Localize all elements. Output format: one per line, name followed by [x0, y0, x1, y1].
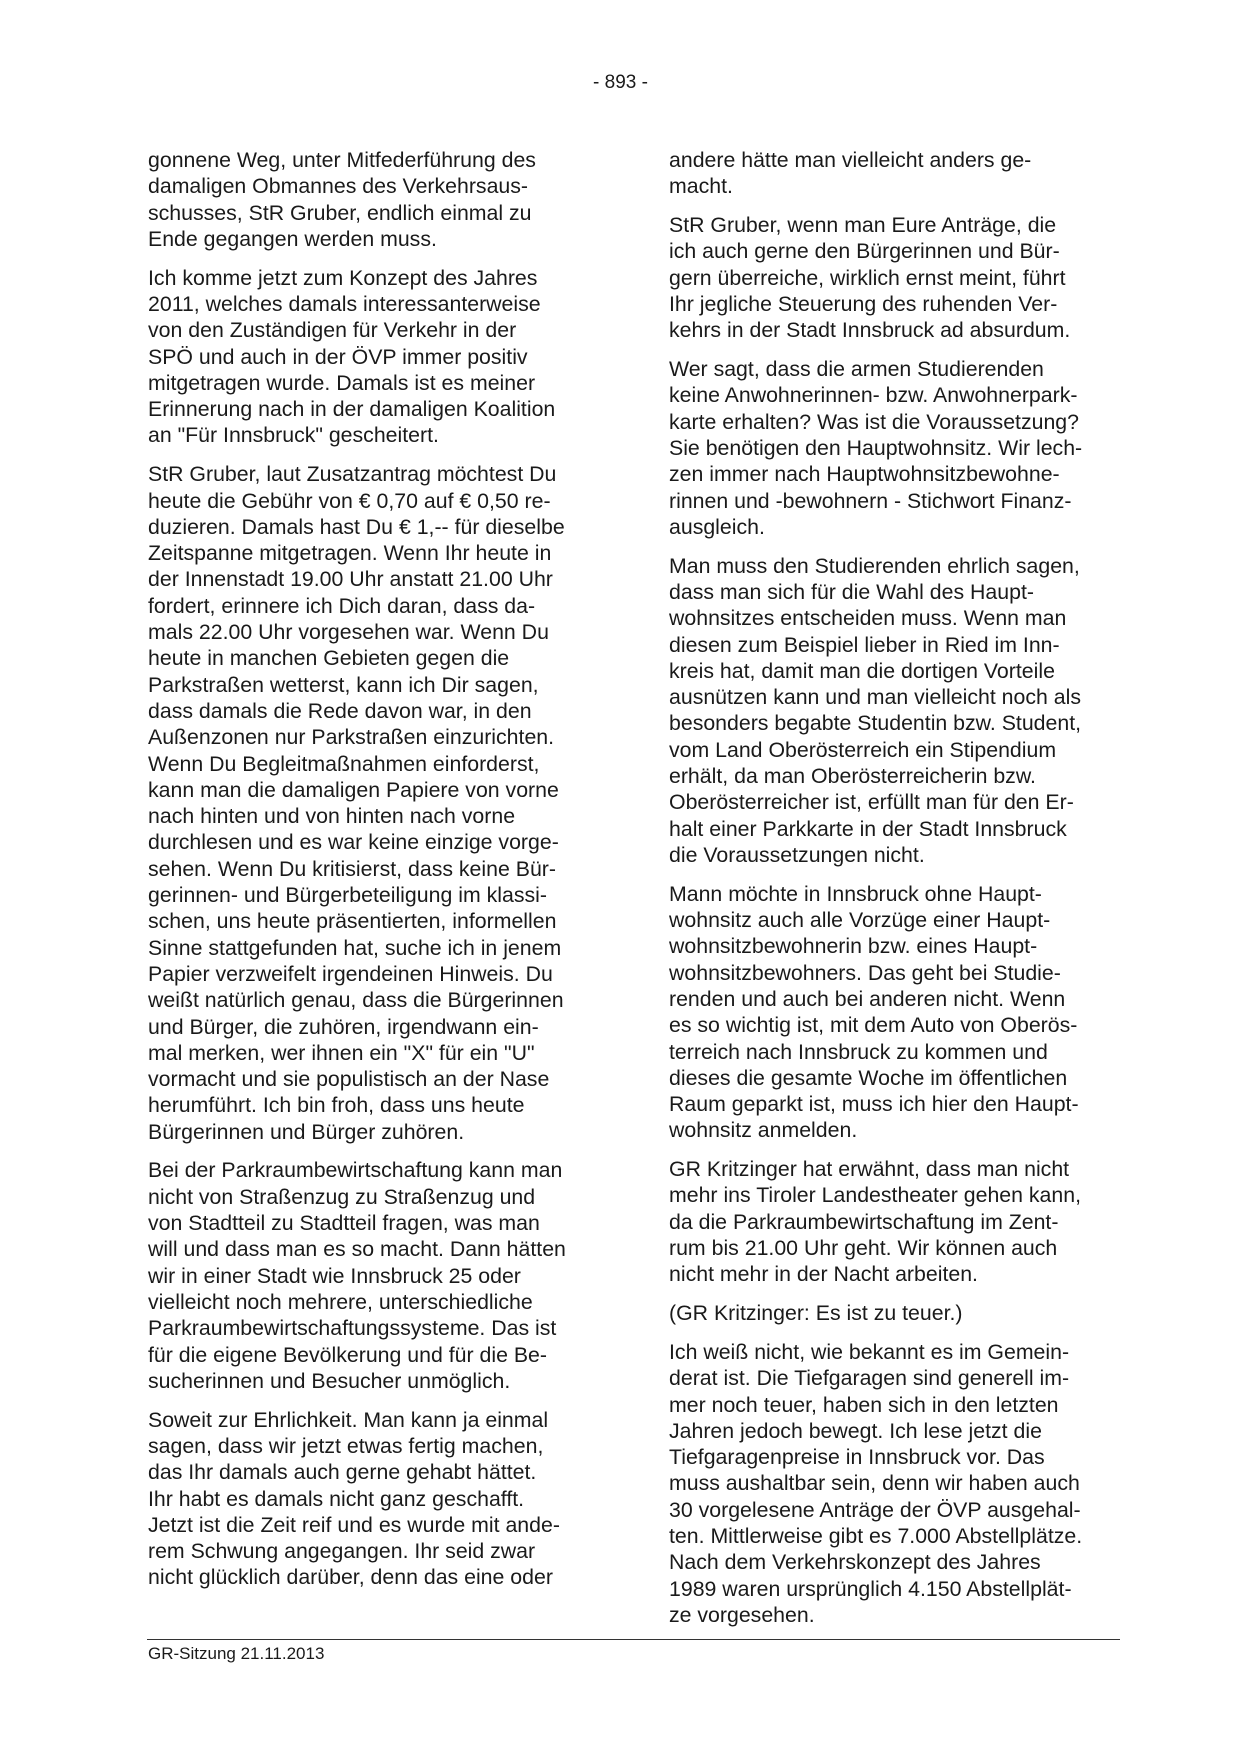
- paragraph: [148, 1407, 608, 1591]
- text-line: Parkraumbewirtschaftungssysteme. Das ist: [148, 1316, 557, 1341]
- text-line: andere hätte man vielleicht anders ge-: [669, 148, 1032, 172]
- text-line: Raum geparkt ist, muss ich hier den Haupt-: [669, 1092, 1079, 1117]
- text-line: Parkstraßen wetterst, kann ich Dir sagen,: [148, 672, 539, 697]
- text-line: Mann möchte in Innsbruck ohne Haupt-: [669, 881, 1042, 906]
- text-line: dass damals die Rede davon war, in den: [148, 698, 532, 723]
- text-line: StR Gruber, wenn man Eure Anträge, die: [669, 213, 1057, 238]
- footer-session-date: GR-Sitzung 21.11.2013: [148, 1644, 325, 1663]
- footer-divider: [147, 1639, 1120, 1640]
- text-line: Papier verzweifelt irgendeinen Hinweis. Du: [148, 961, 553, 986]
- text-line: keine Anwohnerinnen- bzw. Anwohnerpark-: [669, 383, 1078, 408]
- text-line: Ihr habt es damals nicht ganz geschafft.: [148, 1486, 525, 1511]
- page-number: - 893 -: [593, 72, 648, 93]
- text-line: GR Kritzinger hat erwähnt, dass man nicht: [669, 1157, 1070, 1182]
- text-line: der Innenstadt 19.00 Uhr anstatt 21.00 Uhr: [148, 567, 553, 592]
- paragraph: [669, 1339, 1129, 1628]
- text-line: wohnsitz anmelden.: [669, 1118, 858, 1143]
- paragraph: [669, 1156, 1129, 1287]
- text-line: an "Für Innsbruck" gescheitert.: [148, 423, 439, 448]
- paragraph: [669, 356, 1129, 540]
- text-line: 30 vorgelesene Anträge der ÖVP ausgehal-: [669, 1497, 1081, 1522]
- text-line: zen immer nach Hauptwohnsitzbewohne-: [669, 462, 1060, 487]
- text-line: duzieren. Damals hast Du € 1,-- für dieselbe: [148, 514, 565, 539]
- text-line: (GR Kritzinger: Es ist zu teuer.): [669, 1301, 963, 1326]
- text-line: ten. Mittlerweise gibt es 7.000 Abstellplätze.: [669, 1524, 1083, 1549]
- paragraph: [669, 1300, 1129, 1326]
- text-line: wohnsitzbewohnerin bzw. eines Haupt-: [669, 934, 1038, 959]
- text-line: besonders begabte Studentin bzw. Student,: [669, 711, 1082, 736]
- text-line: das Ihr damals auch gerne gehabt hättet.: [148, 1460, 537, 1485]
- text-line: kann man die damaligen Papiere von vorne: [148, 777, 559, 802]
- text-line: erhält, da man Oberösterreicherin bzw.: [669, 764, 1036, 789]
- text-line: nicht glücklich darüber, denn das eine oder: [148, 1565, 553, 1590]
- text-line: macht.: [669, 174, 733, 199]
- text-line: Erinnerung nach in der damaligen Koalition: [148, 397, 556, 422]
- left-column: [148, 147, 608, 1603]
- paragraph: [669, 147, 1129, 200]
- right-column: [669, 147, 1129, 1641]
- text-line: Außenzonen nur Parkstraßen einzurichten.: [148, 725, 555, 750]
- paragraph: [148, 265, 608, 449]
- text-line: Jahren jedoch bewegt. Ich lese jetzt die: [669, 1418, 1042, 1443]
- text-line: ausgleich.: [669, 514, 765, 539]
- text-line: mals 22.00 Uhr vorgesehen war. Wenn Du: [148, 620, 549, 645]
- text-line: gern überreiche, wirklich ernst meint, führt: [669, 265, 1066, 290]
- text-line: mehr ins Tiroler Landestheater gehen kann,: [669, 1183, 1081, 1208]
- text-line: vielleicht noch mehrere, unterschiedliche: [148, 1289, 533, 1314]
- text-line: Man muss den Studierenden ehrlich sagen,: [669, 553, 1080, 578]
- text-line: Jetzt ist die Zeit reif und es wurde mit ande-: [148, 1512, 560, 1537]
- text-line: schusses, StR Gruber, endlich einmal zu: [148, 200, 532, 225]
- text-line: nicht mehr in der Nacht arbeiten.: [669, 1262, 978, 1287]
- text-line: rem Schwung angegangen. Ihr seid zwar: [148, 1539, 536, 1564]
- paragraph: [669, 553, 1129, 869]
- text-line: vom Land Oberösterreich ein Stipendium: [669, 737, 1057, 762]
- paragraph: [148, 147, 608, 252]
- text-line: Wenn Du Begleitmaßnahmen einforderst,: [148, 751, 540, 776]
- text-line: StR Gruber, laut Zusatzantrag möchtest Du: [148, 462, 557, 487]
- text-line: wohnsitz auch alle Vorzüge einer Haupt-: [669, 908, 1051, 933]
- text-line: Nach dem Verkehrskonzept des Jahres: [669, 1550, 1041, 1575]
- text-line: will und dass man es so macht. Dann hätten: [148, 1237, 566, 1262]
- text-line: die Voraussetzungen nicht.: [669, 842, 925, 867]
- text-line: SPÖ und auch in der ÖVP immer positiv: [148, 344, 528, 369]
- text-line: ich auch gerne den Bürgerinnen und Bür-: [669, 239, 1060, 264]
- text-line: herumführt. Ich bin froh, dass uns heute: [148, 1093, 525, 1118]
- text-line: Oberösterreicher ist, erfüllt man für den Er-: [669, 790, 1074, 815]
- text-line: 2011, welches damals interessanterweise: [148, 291, 541, 316]
- text-line: diesen zum Beispiel lieber in Ried im Inn-: [669, 632, 1060, 657]
- text-line: heute in manchen Gebieten gegen die: [148, 646, 510, 671]
- text-line: wir in einer Stadt wie Innsbruck 25 oder: [148, 1263, 521, 1288]
- text-line: Tiefgaragenpreise in Innsbruck vor. Das: [669, 1445, 1045, 1470]
- text-line: muss aushaltbar sein, denn wir haben auch: [669, 1471, 1080, 1496]
- text-line: von Stadtteil zu Stadtteil fragen, was man: [148, 1211, 540, 1236]
- text-line: nach hinten und von hinten nach vorne: [148, 804, 516, 829]
- text-line: Ich weiß nicht, wie bekannt es im Gemein-: [669, 1339, 1070, 1364]
- text-line: Sinne stattgefunden hat, suche ich in jenem: [148, 935, 562, 960]
- text-line: sehen. Wenn Du kritisierst, dass keine Bür-: [148, 856, 556, 881]
- text-line: rinnen und -bewohnern - Stichwort Finanz-: [669, 488, 1072, 513]
- text-line: da die Parkraumbewirtschaftung im Zent-: [669, 1209, 1059, 1234]
- text-line: karte erhalten? Was ist die Voraussetzung?: [669, 409, 1079, 434]
- text-line: sagen, dass wir jetzt etwas fertig machen,: [148, 1433, 544, 1458]
- text-line: terreich nach Innsbruck zu kommen und: [669, 1039, 1048, 1064]
- text-line: ze vorgesehen.: [669, 1602, 815, 1627]
- text-line: Zeitspanne mitgetragen. Wenn Ihr heute in: [148, 541, 552, 566]
- text-line: Ihr jegliche Steuerung des ruhenden Ver-: [669, 291, 1058, 316]
- text-line: halt einer Parkkarte in der Stadt Innsbruck: [669, 816, 1067, 841]
- text-line: ausnützen kann und man vielleicht noch als: [669, 685, 1082, 710]
- text-line: gonnene Weg, unter Mitfederführung des: [148, 148, 536, 172]
- text-line: wohnsitzbewohners. Das geht bei Studie-: [669, 960, 1061, 985]
- text-line: mal merken, wer ihnen ein "X" für ein "U": [148, 1040, 535, 1065]
- paragraph: [669, 881, 1129, 1144]
- text-line: derat ist. Die Tiefgaragen sind generell im-: [669, 1366, 1070, 1391]
- text-line: kehrs in der Stadt Innsbruck ad absurdum.: [669, 318, 1071, 343]
- paragraph: [669, 212, 1129, 343]
- text-line: und Bürger, die zuhören, irgendwann ein-: [148, 1014, 539, 1039]
- text-line: durchlesen und es war keine einzige vorge-: [148, 830, 559, 855]
- text-line: Soweit zur Ehrlichkeit. Man kann ja einmal: [148, 1407, 549, 1432]
- text-line: 1989 waren ursprünglich 4.150 Abstellplät-: [669, 1576, 1072, 1601]
- text-line: Ende gegangen werden muss.: [148, 226, 437, 251]
- text-line: für die eigene Bevölkerung und für die Be-: [148, 1342, 547, 1367]
- text-line: fordert, erinnere ich Dich daran, dass da-: [148, 593, 536, 618]
- text-line: Sie benötigen den Hauptwohnsitz. Wir lech-: [669, 435, 1083, 460]
- paragraph: [148, 1157, 608, 1394]
- text-line: gerinnen- und Bürgerbeteiligung im klassi-: [148, 883, 547, 908]
- text-line: nicht von Straßenzug zu Straßenzug und: [148, 1184, 536, 1209]
- text-line: renden und auch bei anderen nicht. Wenn: [669, 986, 1066, 1011]
- text-line: Bürgerinnen und Bürger zuhören.: [148, 1119, 465, 1144]
- text-line: Bei der Parkraumbewirtschaftung kann man: [148, 1158, 563, 1183]
- text-line: weißt natürlich genau, dass die Bürgerinnen: [148, 988, 564, 1013]
- text-line: heute die Gebühr von € 0,70 auf € 0,50 re-: [148, 488, 551, 513]
- text-line: dass man sich für die Wahl des Haupt-: [669, 579, 1034, 604]
- text-line: Wer sagt, dass die armen Studierenden: [669, 357, 1044, 382]
- text-line: rum bis 21.00 Uhr geht. Wir können auch: [669, 1236, 1058, 1261]
- text-line: damaligen Obmannes des Verkehrsaus-: [148, 174, 529, 199]
- text-line: kreis hat, damit man die dortigen Vorteile: [669, 658, 1055, 683]
- text-line: dieses die gesamte Woche im öffentlichen: [669, 1065, 1068, 1090]
- text-line: vormacht und sie populistisch an der Nase: [148, 1067, 550, 1092]
- text-line: Ich komme jetzt zum Konzept des Jahres: [148, 265, 538, 290]
- text-line: von den Zuständigen für Verkehr in der: [148, 318, 517, 343]
- text-line: es so wichtig ist, mit dem Auto von Oberös-: [669, 1013, 1078, 1038]
- text-line: mitgetragen wurde. Damals ist es meiner: [148, 370, 536, 395]
- text-line: mer noch teuer, haben sich in den letzten: [669, 1392, 1059, 1417]
- text-line: schen, uns heute präsentierten, informellen: [148, 909, 557, 934]
- text-line: wohnsitzes entscheiden muss. Wenn man: [669, 606, 1067, 631]
- text-line: sucherinnen und Besucher unmöglich.: [148, 1368, 511, 1393]
- paragraph: [148, 461, 608, 1145]
